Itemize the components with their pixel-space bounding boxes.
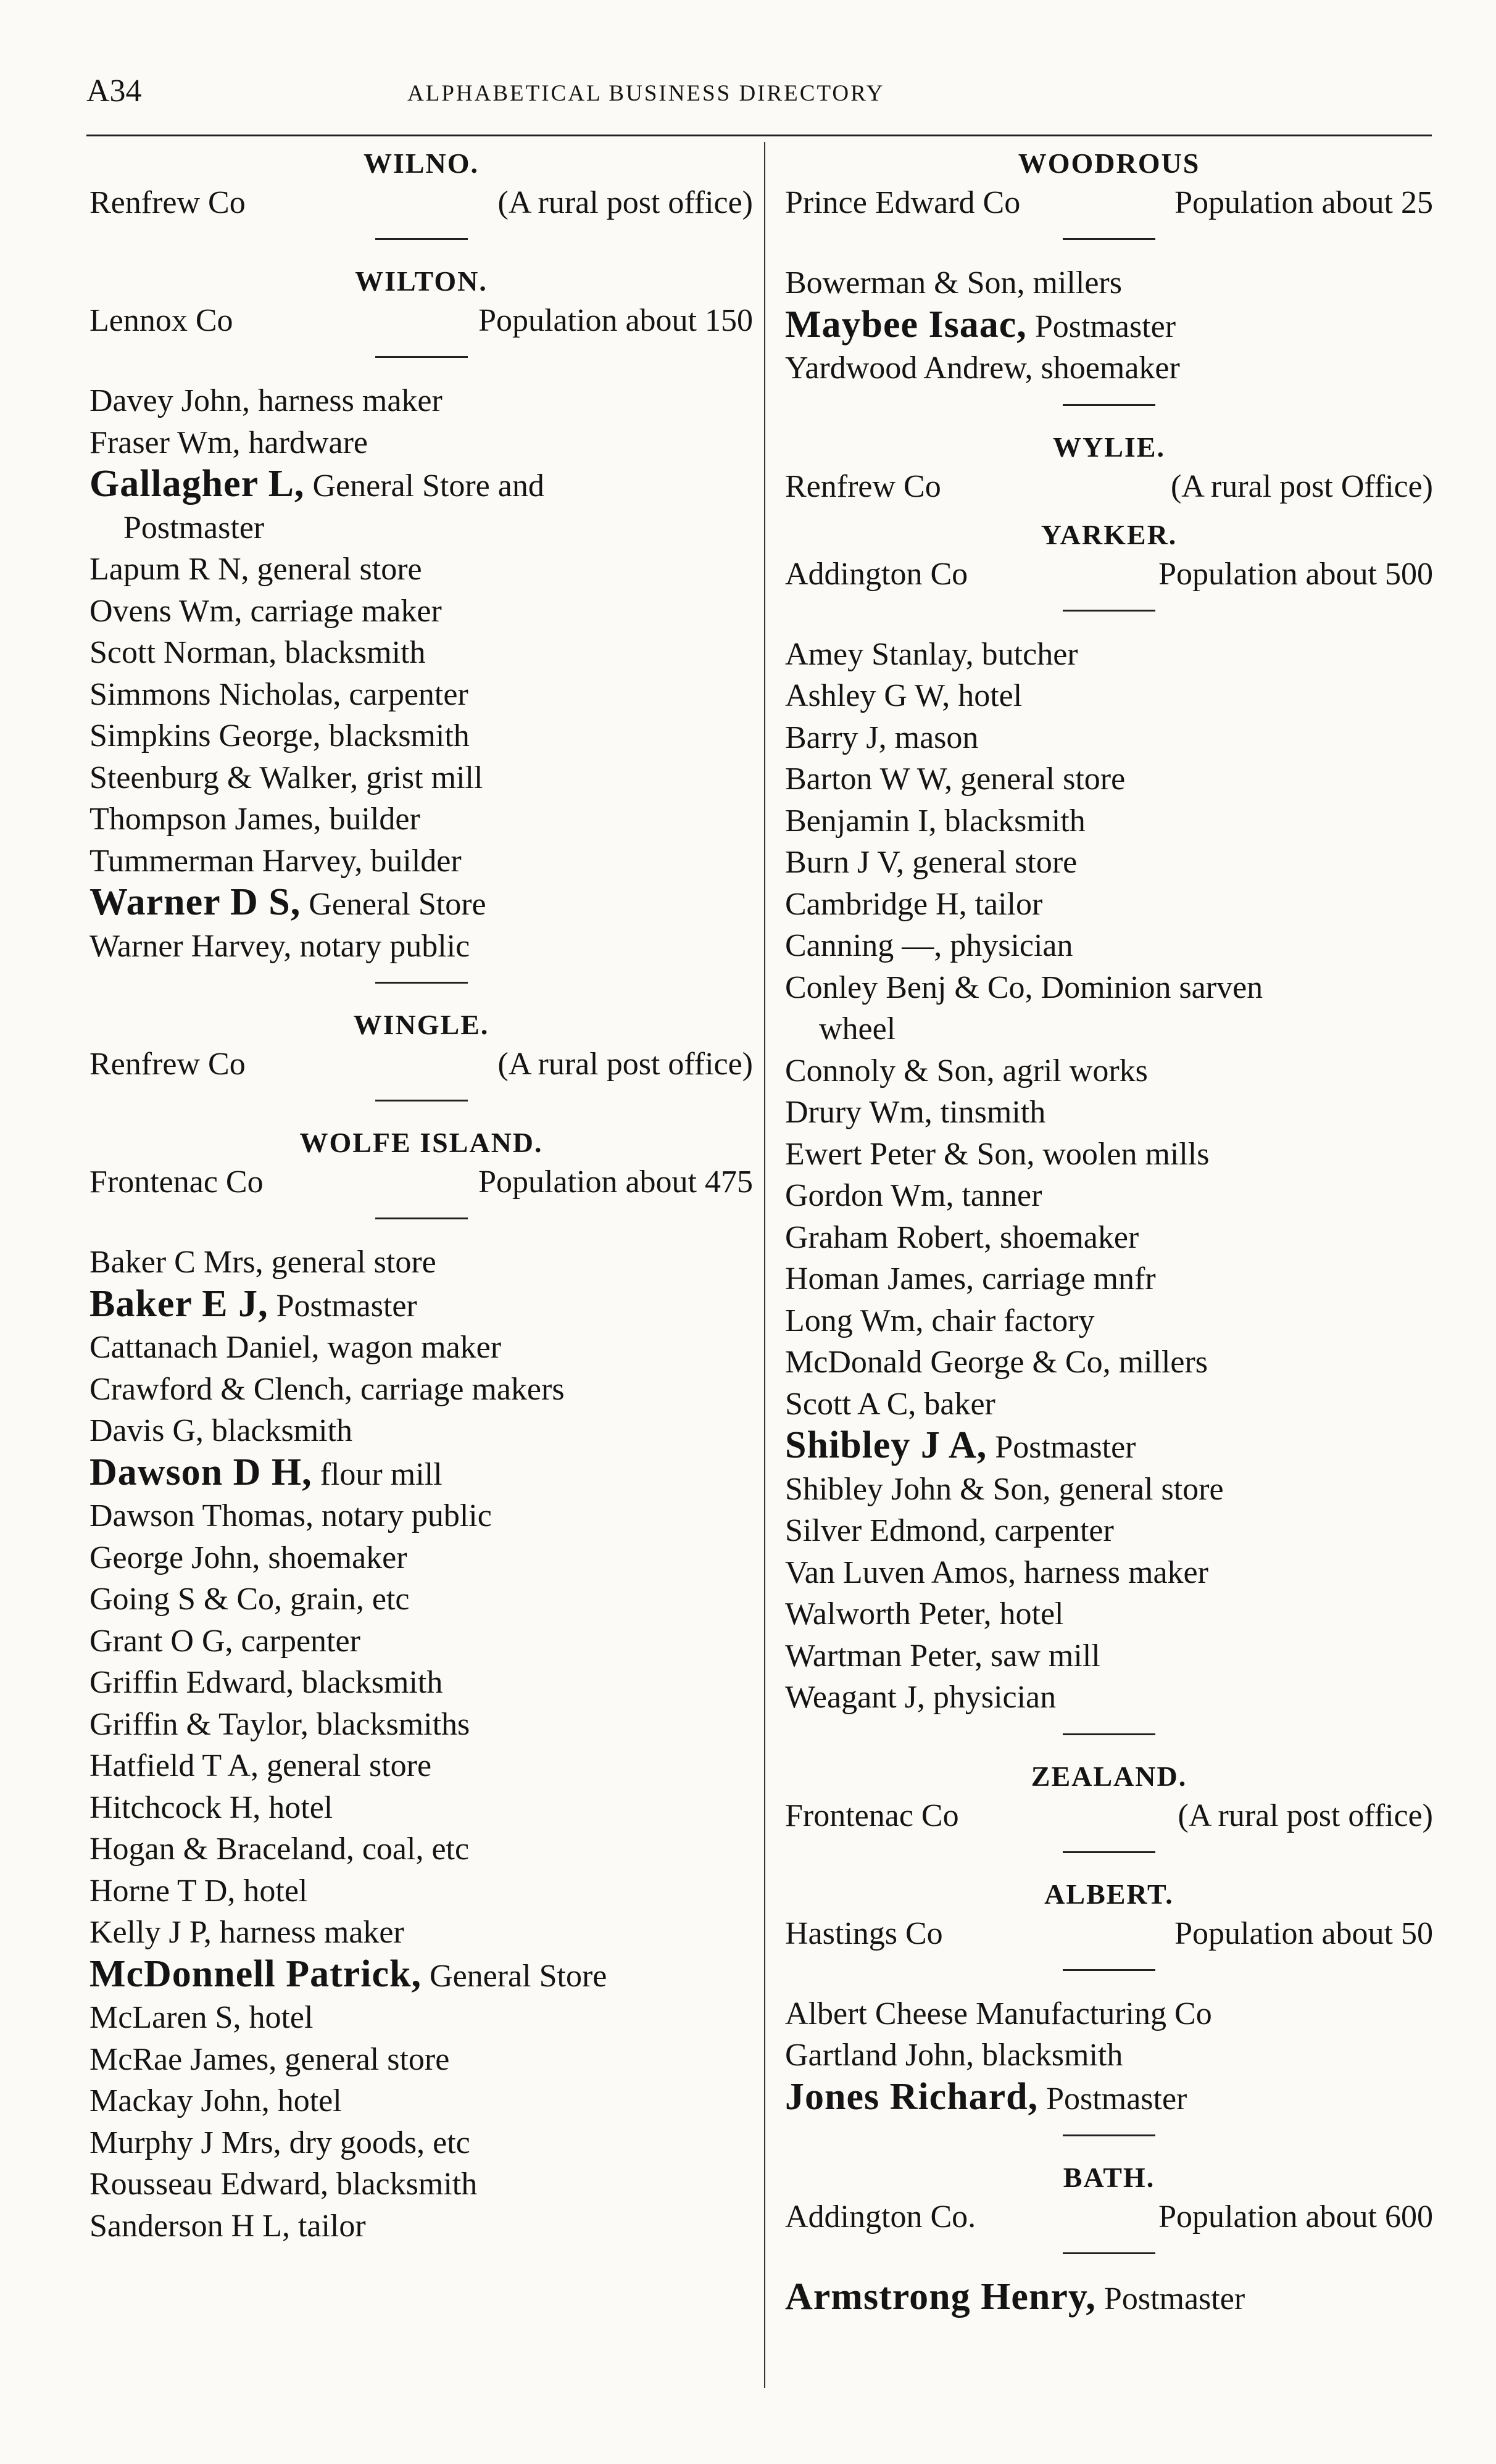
directory-entry bbox=[89, 1327, 753, 1369]
entry-text: Tummerman Harvey, builder bbox=[89, 843, 462, 879]
directory-entry bbox=[89, 882, 753, 926]
directory-entry bbox=[785, 1050, 1433, 1092]
directory-entry bbox=[89, 926, 753, 968]
town-section-wylie bbox=[785, 428, 1433, 512]
entry-list bbox=[785, 634, 1433, 1719]
town-meta bbox=[89, 301, 753, 341]
county: Renfrew Co bbox=[89, 1047, 246, 1082]
entry-text: George John, shoemaker bbox=[89, 1540, 407, 1575]
town-meta bbox=[785, 183, 1433, 223]
entry-text: Cattanach Daniel, wagon maker bbox=[89, 1330, 502, 1365]
postmaster-name: Maybee Isaac, bbox=[785, 303, 1027, 346]
entry-text: Wartman Peter, saw mill bbox=[785, 1638, 1100, 1674]
entry-text: Baker C Mrs, general store bbox=[89, 1245, 436, 1280]
town-heading: BATH. bbox=[1063, 2162, 1155, 2193]
entry-text: Postmaster bbox=[1038, 2081, 1187, 2117]
town-heading: YARKER. bbox=[1041, 518, 1178, 550]
section-divider bbox=[375, 1100, 468, 1101]
directory-entry bbox=[785, 675, 1433, 717]
entry-text: Davey John, harness maker bbox=[89, 383, 443, 418]
entry-text: Long Wm, chair factory bbox=[785, 1303, 1095, 1338]
entry-text: Kelly J P, harness maker bbox=[89, 1915, 404, 1950]
entry-text: Ovens Wm, carriage maker bbox=[89, 593, 442, 629]
town-heading: WYLIE. bbox=[1053, 431, 1165, 463]
town-section-wolfe-island bbox=[89, 1124, 753, 2247]
entry-text: Scott Norman, blacksmith bbox=[89, 635, 426, 670]
directory-entry bbox=[89, 1870, 753, 1912]
entry-text: Van Luven Amos, harness maker bbox=[785, 1554, 1208, 1590]
directory-entry bbox=[785, 758, 1433, 800]
town-heading: WILTON. bbox=[355, 265, 488, 297]
directory-entry bbox=[89, 1704, 753, 1746]
town-heading: ZEALAND. bbox=[1031, 1760, 1187, 1792]
entry-text: Davis G, blacksmith bbox=[89, 1413, 353, 1448]
population: Population about 25 bbox=[1174, 185, 1433, 220]
directory-entry bbox=[785, 884, 1433, 926]
directory-entry bbox=[89, 2039, 753, 2081]
entry-continuation-text: Postmaster bbox=[123, 510, 265, 545]
county: Renfrew Co bbox=[89, 185, 246, 220]
directory-entry bbox=[89, 1828, 753, 1870]
entry-text: McRae James, general store bbox=[89, 2041, 450, 2077]
directory-entry bbox=[89, 2205, 753, 2247]
directory-entry bbox=[785, 1092, 1433, 1134]
entry-text: Crawford & Clench, carriage makers bbox=[89, 1371, 565, 1407]
entry-list bbox=[785, 1993, 1433, 2120]
town-section-wilno bbox=[89, 144, 753, 240]
spacer bbox=[785, 507, 1433, 512]
entry-text: General Store bbox=[301, 887, 486, 922]
town-meta bbox=[89, 183, 753, 223]
entry-text: Barton W W, general store bbox=[785, 761, 1126, 797]
post-office-info: (A rural post office) bbox=[497, 185, 753, 220]
section-divider bbox=[1063, 2134, 1155, 2136]
directory-entry bbox=[785, 2276, 1433, 2320]
town-section-zealand bbox=[785, 1757, 1433, 1853]
directory-entry bbox=[89, 1242, 753, 1284]
entry-text: Simpkins George, blacksmith bbox=[89, 718, 470, 753]
town-meta bbox=[785, 467, 1433, 507]
population: Population about 475 bbox=[478, 1164, 753, 1200]
directory-entry bbox=[785, 1217, 1433, 1259]
directory-entry bbox=[785, 1342, 1433, 1383]
town-heading: WOODROUS bbox=[1018, 147, 1200, 179]
entry-text: Scott A C, baker bbox=[785, 1386, 995, 1422]
directory-entry bbox=[89, 1954, 753, 1997]
entry-text: Walworth Peter, hotel bbox=[785, 1596, 1064, 1632]
postmaster-name: Shibley J A, bbox=[785, 1424, 987, 1466]
entry-text: Benjamin I, blacksmith bbox=[785, 803, 1086, 839]
directory-entry bbox=[785, 1425, 1433, 1469]
directory-entry bbox=[785, 1593, 1433, 1635]
directory-entry bbox=[89, 1787, 753, 1829]
entry-text: Postmaster bbox=[268, 1288, 417, 1324]
directory-entry bbox=[785, 1677, 1433, 1719]
directory-entry bbox=[89, 1912, 753, 1954]
directory-entry bbox=[89, 2163, 753, 2205]
entry-text: Grant O G, carpenter bbox=[89, 1623, 360, 1659]
directory-entry bbox=[89, 422, 753, 464]
entry-text: Warner Harvey, notary public bbox=[89, 928, 470, 964]
population: Population about 150 bbox=[478, 303, 753, 338]
county: Frontenac Co bbox=[89, 1164, 264, 1200]
entry-text: Bowerman & Son, millers bbox=[785, 265, 1122, 301]
directory-entry bbox=[785, 2035, 1433, 2076]
section-divider bbox=[1063, 610, 1155, 612]
entry-text: Cambridge H, tailor bbox=[785, 886, 1043, 922]
entry-list bbox=[785, 262, 1433, 389]
directory-entry bbox=[89, 549, 753, 591]
town-meta bbox=[89, 1162, 753, 1203]
entry-list bbox=[89, 1242, 753, 2247]
directory-entry bbox=[785, 1175, 1433, 1217]
entry-continuation-text: wheel bbox=[819, 1011, 896, 1047]
entry-text: Amey Stanlay, butcher bbox=[785, 636, 1078, 672]
entry-text: Gartland John, blacksmith bbox=[785, 2038, 1123, 2073]
directory-entry bbox=[785, 262, 1433, 304]
town-section-wilton bbox=[89, 262, 753, 984]
entry-text: Postmaster bbox=[1026, 309, 1176, 344]
directory-entry bbox=[785, 800, 1433, 842]
population: Population about 600 bbox=[1158, 2199, 1433, 2234]
entry-text: McLaren S, hotel bbox=[89, 2000, 314, 2035]
entry-text: Canning —, physician bbox=[785, 928, 1073, 963]
town-section-woodrous bbox=[785, 144, 1433, 406]
entry-text: Shibley John & Son, general store bbox=[785, 1471, 1224, 1507]
directory-entry bbox=[785, 1635, 1433, 1677]
county: Lennox Co bbox=[89, 303, 233, 338]
section-divider bbox=[1063, 1733, 1155, 1735]
directory-entry bbox=[89, 1369, 753, 1411]
entry-text: Lapum R N, general store bbox=[89, 552, 422, 587]
section-divider bbox=[1063, 404, 1155, 406]
header-rule bbox=[86, 135, 1432, 136]
directory-entry bbox=[785, 1993, 1433, 2035]
directory-entry bbox=[89, 1495, 753, 1537]
entry-text: Homan James, carriage mnfr bbox=[785, 1261, 1156, 1296]
entry-text: Albert Cheese Manufacturing Co bbox=[785, 1996, 1212, 2031]
section-divider bbox=[1063, 1851, 1155, 1853]
directory-entry bbox=[89, 1620, 753, 1662]
entry-list bbox=[785, 2276, 1433, 2320]
county: Prince Edward Co bbox=[785, 185, 1021, 220]
directory-entry bbox=[785, 2076, 1433, 2120]
directory-entry bbox=[785, 1258, 1433, 1300]
entry-text: Going S & Co, grain, etc bbox=[89, 1582, 410, 1617]
entry-text: General Store and bbox=[304, 468, 544, 504]
entry-text: Murphy J Mrs, dry goods, etc bbox=[89, 2125, 470, 2160]
county: Renfrew Co bbox=[785, 468, 941, 504]
town-section-bath bbox=[785, 2159, 1433, 2320]
entry-text: Connoly & Son, agril works bbox=[785, 1053, 1148, 1089]
town-section-wingle bbox=[89, 1006, 753, 1101]
entry-text: Graham Robert, shoemaker bbox=[785, 1219, 1139, 1255]
directory-entry bbox=[89, 757, 753, 799]
entry-text: Griffin Edward, blacksmith bbox=[89, 1665, 443, 1700]
entry-text: Postmaster bbox=[987, 1430, 1136, 1465]
entry-text: Griffin & Taylor, blacksmiths bbox=[89, 1706, 470, 1742]
directory-entry bbox=[785, 347, 1433, 389]
directory-entry bbox=[89, 463, 753, 507]
postmaster-name: Baker E J, bbox=[89, 1282, 268, 1325]
entry-text: Ewert Peter & Son, woolen mills bbox=[785, 1136, 1210, 1172]
directory-entry bbox=[785, 925, 1433, 967]
column-divider bbox=[764, 142, 765, 2388]
page-header bbox=[86, 73, 1432, 116]
entry-text: Postmaster bbox=[1095, 2281, 1245, 2317]
town-heading: WOLFE ISLAND. bbox=[299, 1127, 543, 1158]
right-column bbox=[785, 141, 1433, 2320]
entry-text: Horne T D, hotel bbox=[89, 1873, 308, 1909]
section-divider bbox=[1063, 238, 1155, 240]
town-meta bbox=[785, 554, 1433, 595]
directory-entry bbox=[89, 840, 753, 882]
entry-text: Rousseau Edward, blacksmith bbox=[89, 2167, 478, 2202]
directory-entry bbox=[89, 2080, 753, 2122]
county: Frontenac Co bbox=[785, 1798, 959, 1833]
directory-entry bbox=[89, 1410, 753, 1452]
entry-text: Dawson Thomas, notary public bbox=[89, 1498, 492, 1533]
directory-entry bbox=[89, 1662, 753, 1704]
entry-text: General Store bbox=[422, 1958, 607, 1994]
postmaster-name: Jones Richard, bbox=[785, 2075, 1039, 2118]
postmaster-name: Gallagher L, bbox=[89, 463, 305, 505]
section-divider bbox=[375, 356, 468, 358]
entry-continuation bbox=[89, 507, 753, 549]
population: Population about 500 bbox=[1158, 556, 1433, 592]
post-office-info: (A rural post office) bbox=[1178, 1798, 1433, 1833]
section-divider bbox=[1063, 2252, 1155, 2254]
directory-entry bbox=[89, 632, 753, 674]
entry-continuation bbox=[785, 1008, 1433, 1050]
postmaster-name: McDonnell Patrick, bbox=[89, 1952, 422, 1995]
directory-entry bbox=[89, 674, 753, 716]
directory-entry bbox=[785, 634, 1433, 676]
county: Hastings Co bbox=[785, 1915, 943, 1951]
entry-text: Steenburg & Walker, grist mill bbox=[89, 760, 483, 795]
directory-entry bbox=[785, 304, 1433, 348]
directory-entry bbox=[785, 1300, 1433, 1342]
county: Addington Co bbox=[785, 556, 968, 592]
entry-text: Weagant J, physician bbox=[785, 1680, 1057, 1715]
town-meta bbox=[785, 1796, 1433, 1836]
section-divider bbox=[375, 982, 468, 984]
left-column bbox=[89, 141, 753, 2247]
directory-entry bbox=[89, 799, 753, 840]
entry-text: Thompson James, builder bbox=[89, 802, 420, 837]
directory-entry bbox=[785, 967, 1433, 1009]
directory-entry bbox=[89, 2122, 753, 2164]
section-divider bbox=[375, 1217, 468, 1219]
directory-entry bbox=[785, 1383, 1433, 1425]
directory-entry bbox=[785, 1469, 1433, 1511]
entry-list bbox=[89, 380, 753, 967]
directory-entry bbox=[785, 717, 1433, 759]
directory-entry bbox=[89, 1997, 753, 2039]
directory-entry bbox=[89, 1452, 753, 1496]
directory-entry bbox=[89, 1537, 753, 1579]
town-section-yarker bbox=[785, 516, 1433, 1735]
population: Population about 50 bbox=[1174, 1915, 1433, 1951]
postmaster-name: Armstrong Henry, bbox=[785, 2276, 1096, 2318]
town-heading: ALBERT. bbox=[1044, 1878, 1174, 1910]
entry-text: Sanderson H L, tailor bbox=[89, 2208, 366, 2244]
entry-text: Gordon Wm, tanner bbox=[785, 1178, 1042, 1213]
entry-text: Barry J, mason bbox=[785, 720, 979, 755]
directory-entry bbox=[89, 1745, 753, 1787]
entry-text: Fraser Wm, hardware bbox=[89, 425, 368, 460]
town-heading: WINGLE. bbox=[353, 1009, 489, 1040]
entry-text: Yardwood Andrew, shoemaker bbox=[785, 351, 1180, 386]
entry-text: McDonald George & Co, millers bbox=[785, 1345, 1208, 1380]
entry-text: Burn J V, general store bbox=[785, 845, 1078, 880]
page-number: A34 bbox=[86, 73, 142, 109]
directory-entry bbox=[89, 715, 753, 757]
postmaster-name: Warner D S, bbox=[89, 881, 301, 923]
town-heading: WILNO. bbox=[363, 147, 480, 179]
directory-entry bbox=[89, 591, 753, 633]
directory-entry bbox=[785, 1134, 1433, 1176]
entry-text: Conley Benj & Co, Dominion sarven bbox=[785, 969, 1263, 1005]
town-meta bbox=[785, 1914, 1433, 1954]
entry-text: Mackay John, hotel bbox=[89, 2083, 342, 2118]
entry-text: Hogan & Braceland, coal, etc bbox=[89, 1831, 470, 1867]
post-office-info: (A rural post office) bbox=[497, 1047, 753, 1082]
directory-entry bbox=[89, 1284, 753, 1327]
post-office-info: (A rural post Office) bbox=[1170, 468, 1433, 504]
entry-text: Hitchcock H, hotel bbox=[89, 1790, 333, 1825]
postmaster-name: Dawson D H, bbox=[89, 1451, 312, 1493]
directory-entry bbox=[785, 1510, 1433, 1552]
directory-entry bbox=[89, 1578, 753, 1620]
county: Addington Co. bbox=[785, 2199, 976, 2234]
entry-text: flour mill bbox=[312, 1456, 443, 1492]
section-divider bbox=[1063, 1969, 1155, 1971]
entry-text: Silver Edmond, carpenter bbox=[785, 1513, 1114, 1548]
town-meta bbox=[785, 2197, 1433, 2238]
directory-entry bbox=[785, 1552, 1433, 1594]
town-section-albert bbox=[785, 1875, 1433, 2137]
directory-entry bbox=[89, 380, 753, 422]
entry-text: Simmons Nicholas, carpenter bbox=[89, 676, 468, 712]
entry-text: Drury Wm, tinsmith bbox=[785, 1095, 1046, 1130]
entry-text: Hatfield T A, general store bbox=[89, 1748, 432, 1783]
directory-entry bbox=[785, 842, 1433, 884]
running-title: ALPHABETICAL BUSINESS DIRECTORY bbox=[407, 81, 885, 106]
section-divider bbox=[375, 238, 468, 240]
town-meta bbox=[89, 1044, 753, 1085]
entry-text: Ashley G W, hotel bbox=[785, 678, 1023, 713]
